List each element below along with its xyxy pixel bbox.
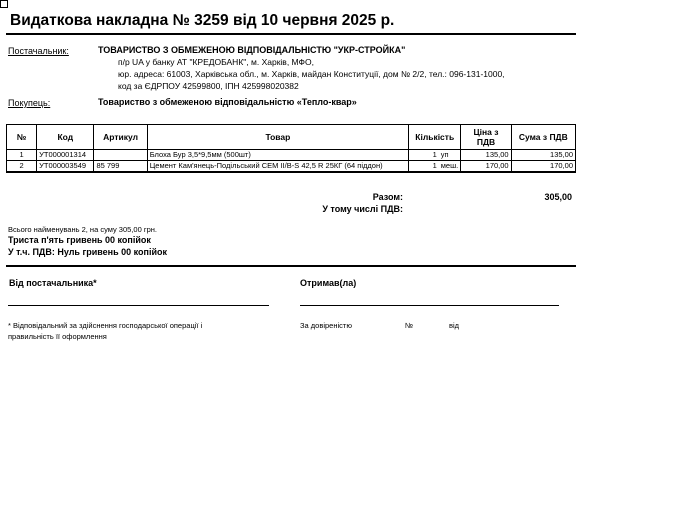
proxy-date-label: від [449, 321, 460, 330]
proxy-number-sign: № [405, 321, 414, 330]
row-qty: 1 [409, 150, 439, 161]
receiver-signature-label: Отримав(ла) [300, 278, 357, 288]
row-price: 170,00 [461, 161, 511, 173]
header-code: Код [37, 125, 94, 150]
row-product: Блоха Бур 3,5*9,5мм (500шт) [147, 150, 408, 161]
supplier-label: Постачальник: [8, 46, 69, 56]
row-price: 135,00 [461, 150, 511, 161]
summary-divider [6, 265, 576, 267]
responsible-note [8, 320, 202, 342]
header-sum: Сума з ПДВ [511, 125, 575, 150]
header-article: Артикул [94, 125, 147, 150]
row-sum: 170,00 [511, 161, 575, 173]
supplier-bank: п/р UA у банку АТ "КРЕДОБАНК", м. Харків, МФО, [118, 57, 314, 67]
buyer-name: Товариство з обмеженою відповідальністю «Тепло-квар» [98, 97, 357, 107]
table-row [7, 150, 576, 161]
row-sum: 135,00 [511, 150, 575, 161]
responsible-note-line2: правильність її оформлення [8, 332, 107, 341]
amount-in-words: Триста п'ять гривень 00 копійок [8, 235, 151, 245]
items-count-line: Всього найменувань 2, на суму 305,00 грн. [8, 225, 157, 234]
buyer-label: Покупець: [8, 98, 51, 108]
total-value: 305,00 [544, 192, 572, 202]
supplier-address: юр. адреса: 61003, Харківська обл., м. Харків, майдан Конституції, дом № 2/2, тел.: 096-131-1000, [118, 69, 505, 79]
title-divider [6, 33, 576, 35]
row-num: 2 [7, 161, 37, 173]
header-price: Ціна з ПДВ [461, 125, 511, 150]
table-row [7, 161, 576, 173]
row-unit: меш. [439, 161, 461, 173]
document-title: Видаткова накладна № 3259 від 10 червня 2025 р. [10, 12, 395, 29]
supplier-signature-label: Від постачальника* [9, 278, 97, 288]
header-num: № [7, 125, 37, 150]
vat-in-words: У т.ч. ПДВ: Нуль гривень 00 копійок [8, 247, 167, 257]
items-table [6, 124, 576, 173]
corner-marker [0, 0, 8, 8]
row-unit: уп [439, 150, 461, 161]
responsible-note-line1: * Відповідальний за здійснення господарської операції і [8, 321, 203, 330]
row-product: Цемент Кам'янець-Подільський СЕМ ІІ/В-S 42,5 R 25КГ (64 піддон) [147, 161, 408, 173]
total-label: Разом: [372, 192, 403, 202]
row-code: УТ000003549 [37, 161, 94, 173]
row-num: 1 [7, 150, 37, 161]
table-header-row [7, 125, 576, 150]
supplier-signature-line [8, 305, 269, 306]
supplier-name: ТОВАРИСТВО З ОБМЕЖЕНОЮ ВІДПОВІДАЛЬНІСТЮ "УКР-СТРОЙКА" [98, 45, 406, 55]
row-qty: 1 [409, 161, 439, 173]
supplier-codes: код за ЄДРПОУ 42599800, ІПН 425998020382 [118, 81, 299, 91]
vat-label: У тому числі ПДВ: [322, 204, 403, 214]
receiver-signature-line [300, 305, 559, 306]
row-article: 85 799 [94, 161, 147, 173]
header-product: Товар [147, 125, 408, 150]
proxy-label: За довіреністю [300, 321, 352, 330]
row-article [94, 150, 147, 161]
header-qty: Кількість [409, 125, 461, 150]
row-code: УТ000001314 [37, 150, 94, 161]
